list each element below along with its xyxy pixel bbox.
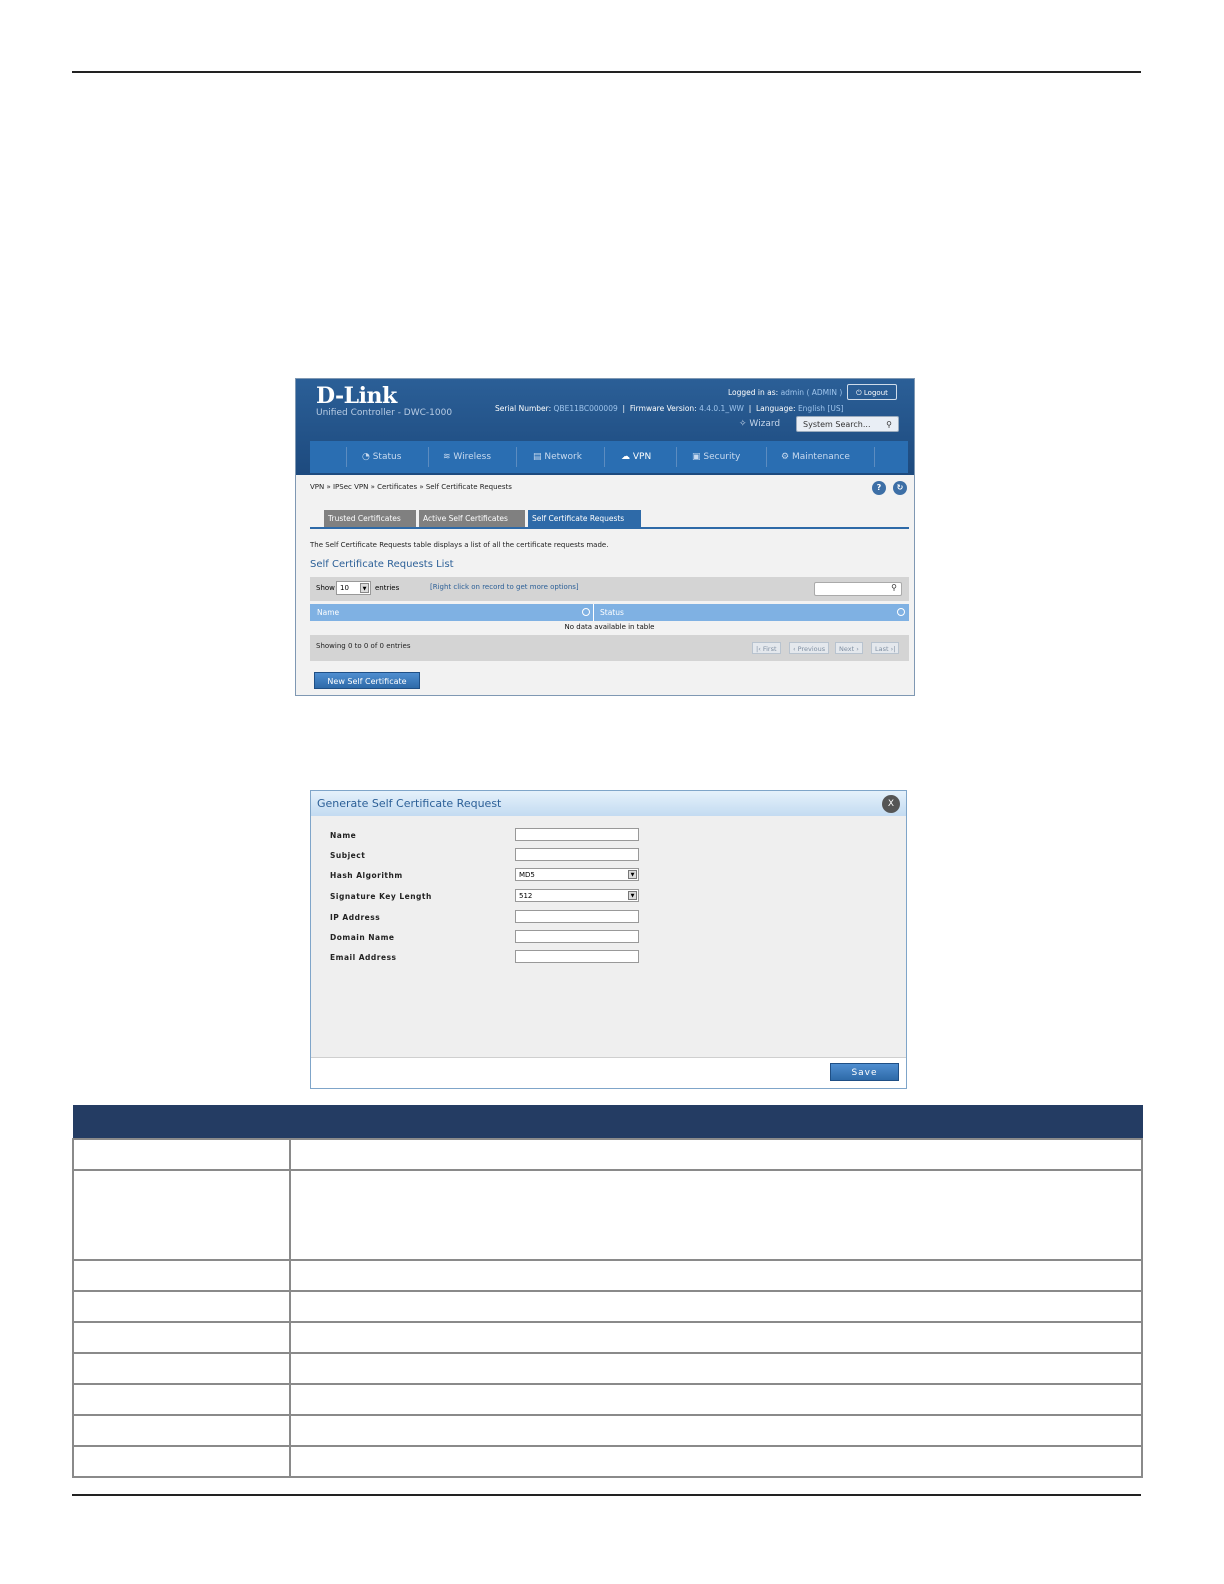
table-row — [73, 1415, 1142, 1446]
language-value[interactable]: English [US] — [797, 404, 844, 413]
chevron-down-icon: ▼ — [628, 870, 637, 879]
table-cell — [73, 1260, 290, 1291]
entries-label: entries — [375, 584, 400, 592]
refresh-icon[interactable]: ↻ — [893, 481, 907, 495]
table-row — [73, 1291, 1142, 1322]
pager-last-button[interactable] — [871, 642, 899, 654]
table-row — [73, 1446, 1142, 1477]
bottom-rule — [72, 1494, 1141, 1496]
page-description: The Self Certificate Requests table displays a list of all the certificate requests made. — [310, 541, 609, 549]
tab-self-certificate-requests[interactable]: Self Certificate Requests — [528, 510, 641, 527]
wifi-icon: ≋ — [443, 452, 454, 462]
table-row — [73, 1170, 1142, 1260]
device-info: Serial Number: QBE11BC000009 | Firmware Version: 4.4.0.1_WW | Language: English [US] — [495, 404, 844, 413]
ip-address-label: IP Address — [330, 913, 381, 922]
table-cell — [73, 1139, 290, 1170]
chevron-left-icon: ‹ — [793, 645, 798, 653]
serial-value: QBE11BC000009 — [553, 404, 618, 413]
first-icon: |‹ — [756, 645, 763, 653]
pager-first-button[interactable] — [752, 642, 781, 654]
nav-separator — [676, 447, 677, 467]
show-label: Show — [316, 584, 335, 592]
gauge-icon: ◔ — [362, 452, 373, 462]
dlink-logo: D-Link — [316, 383, 397, 409]
nav-separator — [604, 447, 605, 467]
firmware-value: 4.4.0.1_WW — [699, 404, 744, 413]
nav-maintenance[interactable] — [781, 441, 850, 473]
table-cell — [290, 1384, 1142, 1415]
nav-wireless[interactable] — [443, 441, 491, 473]
table-header-row — [73, 1106, 1142, 1140]
table-cell — [290, 1260, 1142, 1291]
breadcrumb-self-certificate-requests: Self Certificate Requests — [425, 483, 512, 491]
nav-label: Status — [372, 452, 402, 462]
table-toolbar — [310, 577, 909, 601]
table-row — [73, 1139, 1142, 1170]
new-self-certificate-button[interactable]: New Self Certificate — [314, 672, 420, 689]
table-cell — [290, 1139, 1142, 1170]
table-search-input[interactable] — [814, 582, 902, 596]
pager-label: First — [762, 645, 777, 653]
wand-icon: ✧ — [739, 419, 747, 429]
subject-label: Subject — [330, 851, 366, 860]
cloud-lock-icon: ☁ — [621, 452, 633, 462]
language-label: Language: — [756, 404, 796, 413]
system-search-placeholder: System Search... — [803, 420, 871, 429]
right-click-hint: [Right click on record to get more options] — [430, 583, 579, 591]
signature-key-length-value: 512 — [519, 892, 533, 900]
generate-self-certificate-dialog — [310, 790, 907, 1089]
pager-label: Previous — [797, 645, 826, 653]
email-address-label: Email Address — [330, 953, 397, 962]
table-cell — [73, 1384, 290, 1415]
table-cell — [290, 1322, 1142, 1353]
main-nav — [310, 441, 908, 473]
table-footer — [310, 635, 909, 661]
subject-field[interactable] — [515, 848, 639, 861]
network-icon: ▤ — [533, 452, 545, 462]
dialog-title: Generate Self Certificate Request — [317, 797, 502, 810]
firmware-label: Firmware Version: — [629, 404, 697, 413]
table-header-cell — [73, 1106, 290, 1140]
breadcrumb-ipsec-vpn[interactable]: IPSec VPN — [332, 483, 369, 491]
nav-separator — [766, 447, 767, 467]
signature-key-length-select[interactable] — [515, 889, 639, 902]
column-name[interactable]: Name — [317, 608, 340, 617]
search-icon: ⚲ — [886, 420, 892, 429]
logged-in-info — [728, 388, 842, 397]
close-icon[interactable]: X — [882, 795, 900, 813]
logout-button[interactable] — [847, 384, 897, 400]
gear-icon: ⚙ — [781, 452, 792, 462]
nav-label: Wireless — [453, 452, 492, 462]
table-cell — [290, 1446, 1142, 1477]
nav-network[interactable] — [533, 441, 582, 473]
logged-in-user: admin ( ADMIN ) — [780, 388, 843, 397]
nav-status[interactable] — [362, 441, 401, 473]
nav-label: Network — [544, 452, 582, 462]
breadcrumb: VPN » IPSec VPN » Certificates » Self Certificate Requests — [310, 483, 512, 491]
table-cell — [73, 1322, 290, 1353]
wizard-label: Wizard — [749, 419, 781, 429]
nav-label: Security — [703, 452, 741, 462]
pager-label: Next — [839, 645, 855, 653]
table-cell — [290, 1291, 1142, 1322]
table-cell — [290, 1415, 1142, 1446]
save-button[interactable]: Save — [830, 1063, 899, 1081]
table-header-cell — [290, 1106, 1142, 1140]
nav-separator — [428, 447, 429, 467]
table-cell — [73, 1291, 290, 1322]
nav-separator — [516, 447, 517, 467]
serial-label: Serial Number: — [495, 404, 552, 413]
table-row — [73, 1322, 1142, 1353]
pager-next-button[interactable] — [835, 642, 863, 654]
last-icon: ›| — [888, 645, 896, 653]
power-icon: ⏻ — [856, 389, 862, 397]
domain-name-field[interactable] — [515, 930, 639, 943]
table-row — [73, 1353, 1142, 1384]
chevron-down-icon: ▼ — [360, 583, 369, 593]
nav-security[interactable] — [692, 441, 740, 473]
nav-label: Maintenance — [791, 452, 850, 462]
system-search-input[interactable] — [796, 416, 899, 432]
column-separator — [593, 604, 594, 621]
chevron-right-icon: › — [854, 645, 859, 653]
table-header — [310, 604, 909, 621]
list-title: Self Certificate Requests List — [310, 559, 454, 570]
pager-label: Last — [875, 645, 889, 653]
top-rule — [72, 71, 1141, 73]
nav-vpn[interactable] — [621, 441, 651, 473]
dialog-titlebar — [311, 791, 906, 816]
tab-trusted-certificates[interactable]: Trusted Certificates — [324, 510, 416, 527]
parameter-table — [72, 1105, 1143, 1478]
no-data-message: No data available in table — [564, 623, 655, 631]
ip-address-field[interactable] — [515, 910, 639, 923]
column-status[interactable]: Status — [600, 608, 624, 617]
table-row — [73, 1260, 1142, 1291]
email-address-field[interactable] — [515, 950, 639, 963]
help-icon[interactable]: ? — [872, 481, 886, 495]
table-cell — [73, 1446, 290, 1477]
tab-underline — [310, 527, 909, 529]
domain-name-label: Domain Name — [330, 933, 395, 942]
chevron-down-icon: ▼ — [628, 891, 637, 900]
search-icon: ⚲ — [891, 583, 897, 592]
signature-key-length-label: Signature Key Length — [330, 892, 432, 901]
hash-algorithm-select[interactable] — [515, 868, 639, 881]
showing-entries: Showing 0 to 0 of 0 entries — [316, 642, 411, 650]
sort-icon[interactable] — [897, 608, 905, 616]
nav-separator — [346, 447, 347, 467]
model-name: Unified Controller - DWC-1000 — [316, 408, 453, 418]
dlink-certificate-requests-screen — [295, 378, 915, 696]
hash-algorithm-value: MD5 — [519, 871, 535, 879]
dialog-footer — [311, 1058, 906, 1089]
table-cell — [290, 1170, 1142, 1260]
sort-icon[interactable] — [582, 608, 590, 616]
breadcrumb-certificates[interactable]: Certificates — [377, 483, 418, 491]
name-field[interactable] — [515, 828, 639, 841]
entries-per-page-select[interactable] — [336, 581, 371, 595]
table-cell — [73, 1353, 290, 1384]
table-cell — [73, 1170, 290, 1260]
breadcrumb-vpn[interactable]: VPN — [310, 483, 325, 491]
lock-icon: ▣ — [692, 452, 704, 462]
name-label: Name — [330, 831, 357, 840]
tab-active-self-certificates[interactable]: Active Self Certificates — [419, 510, 525, 527]
nav-separator — [874, 447, 875, 467]
pager-previous-button[interactable] — [789, 642, 829, 654]
hash-algorithm-label: Hash Algorithm — [330, 871, 403, 880]
table-cell — [73, 1415, 290, 1446]
logout-label: Logout — [863, 389, 888, 397]
logged-in-label: Logged in as: — [728, 388, 779, 397]
nav-label: VPN — [632, 452, 652, 462]
entries-per-page-value: 10 — [340, 584, 349, 592]
wizard-link[interactable] — [739, 419, 780, 429]
table-row — [73, 1384, 1142, 1415]
table-cell — [290, 1353, 1142, 1384]
